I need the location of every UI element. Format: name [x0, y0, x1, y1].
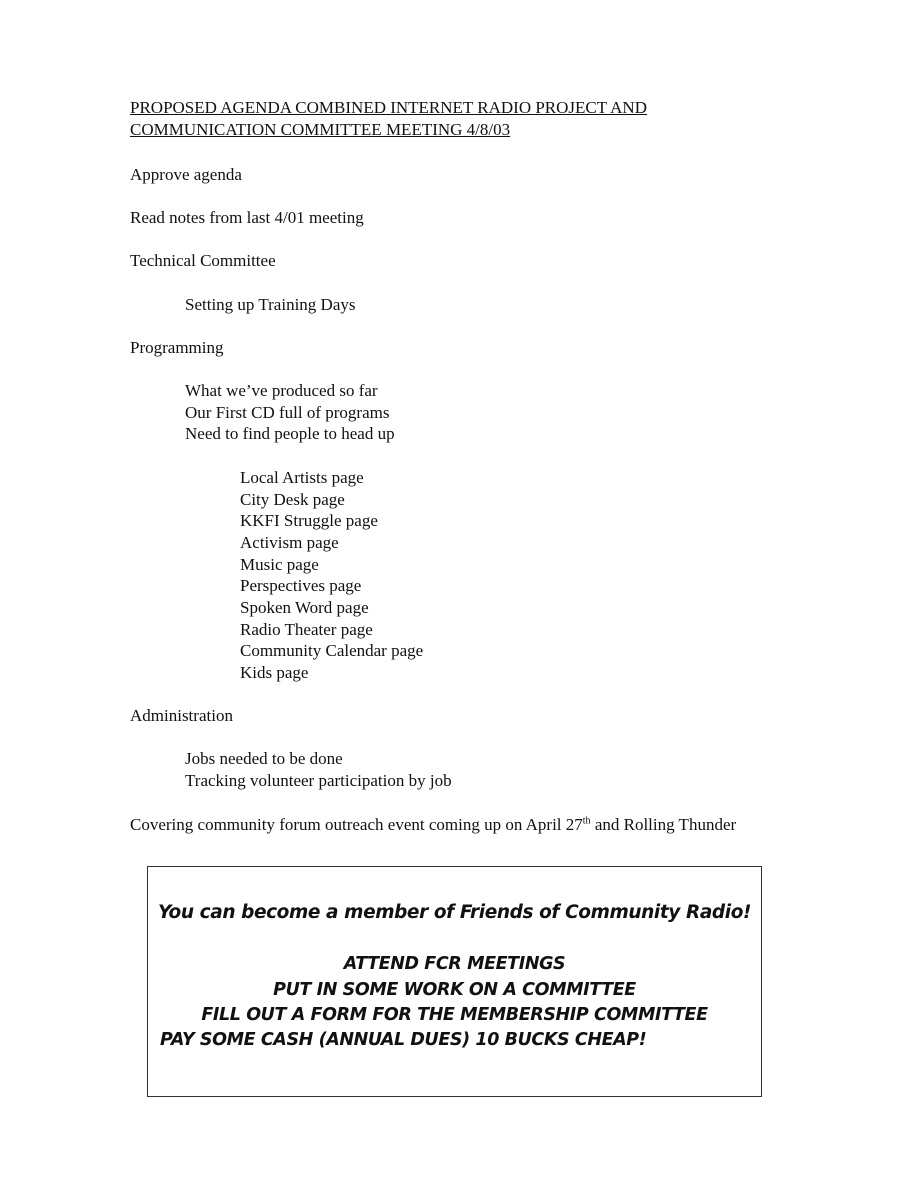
- list-item: Setting up Training Days: [185, 295, 356, 314]
- list-item: Tracking volunteer participation by job: [185, 771, 452, 790]
- page-item: Radio Theater page: [240, 620, 373, 639]
- agenda-item-approve: Approve agenda: [130, 165, 242, 184]
- page-item: Spoken Word page: [240, 598, 369, 617]
- covering-text: Covering community forum outreach event coming up on April 27: [130, 815, 583, 834]
- list-item: What we’ve produced so far: [185, 381, 378, 400]
- agenda-item-read-notes: Read notes from last 4/01 meeting: [130, 208, 364, 227]
- list-item: Need to find people to head up: [185, 424, 395, 443]
- membership-line: PUT IN SOME WORK ON A COMMITTEE: [273, 980, 636, 1000]
- section-technical: Technical Committee: [130, 251, 276, 270]
- membership-line: PAY SOME CASH (ANNUAL DUES) 10 BUCKS CHEAP!: [160, 1030, 647, 1050]
- title-line: COMMUNICATION COMMITTEE MEETING 4/8/03: [130, 120, 511, 139]
- section-administration: Administration: [130, 706, 233, 725]
- membership-box: [147, 866, 762, 1097]
- agenda-item-covering: [130, 815, 736, 835]
- page-item: Kids page: [240, 663, 309, 682]
- section-programming: Programming: [130, 338, 224, 357]
- ordinal-suffix: th: [582, 815, 591, 827]
- title-line: PROPOSED AGENDA COMBINED INTERNET RADIO PROJECT AND: [130, 98, 647, 117]
- membership-line: FILL OUT A FORM FOR THE MEMBERSHIP COMMITTEE: [201, 1005, 708, 1025]
- list-item: Jobs needed to be done: [185, 749, 343, 768]
- page-item: KKFI Struggle page: [240, 511, 378, 530]
- page-item: Local Artists page: [240, 468, 364, 487]
- membership-line: ATTEND FCR MEETINGS: [343, 954, 566, 974]
- page-item: City Desk page: [240, 490, 345, 509]
- page-item: Perspectives page: [240, 576, 362, 595]
- page-item: Music page: [240, 555, 319, 574]
- page-item: Community Calendar page: [240, 641, 424, 660]
- membership-headline: You can become a member of Friends of Community Radio!: [157, 902, 752, 923]
- list-item: Our First CD full of programs: [185, 403, 390, 422]
- page-item: Activism page: [240, 533, 339, 552]
- covering-text-end: and Rolling Thunder: [590, 815, 737, 834]
